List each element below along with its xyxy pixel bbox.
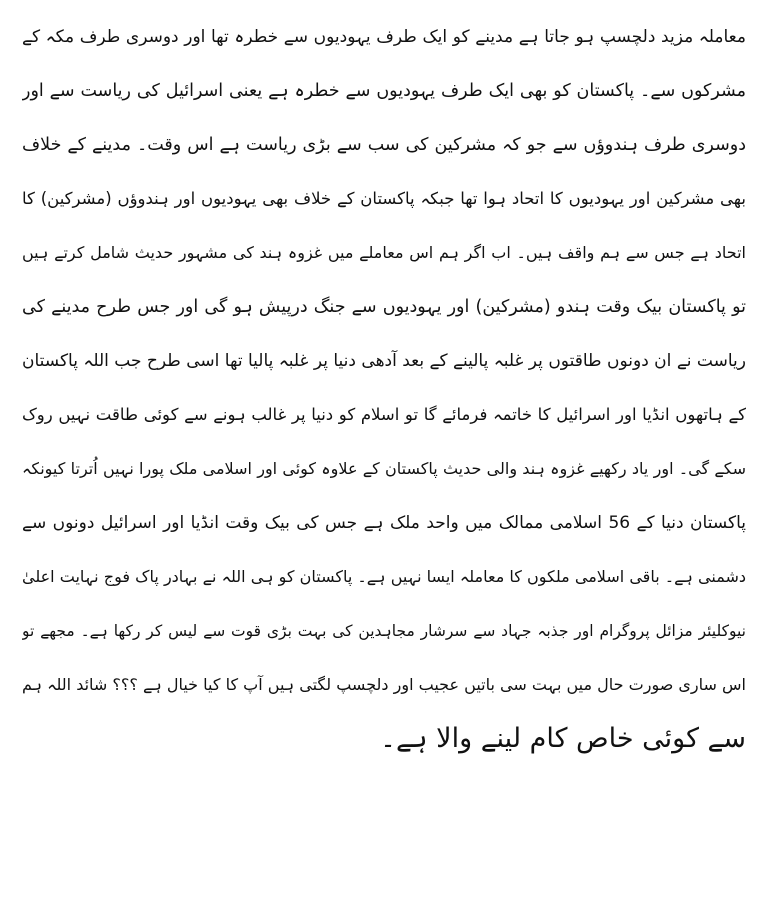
text-line: دوسری طرف ہندوؤں سے جو کہ مشرکین کی سب سے بڑی ریاست ہے اس وقت۔ مدینے کے خلاف — [22, 135, 746, 155]
text-line: تو پاکستان بیک وقت ہندو (مشرکین) اور یہودیوں سے جنگ درپیش ہو گی اور جس طرح مدینے کی — [22, 297, 746, 317]
text-line: سکے گی۔ اور یاد رکھیے غزوہ ہند والی حدیث پاکستان کے علاوہ کوئی اور اسلامی ملک پورا نہیں اُترتا کیونکہ — [22, 459, 746, 478]
text-line: مشرکوں سے۔ پاکستان کو بھی ایک طرف یہودیوں سے خطرہ ہے یعنی اسرائیل کی ریاست سے اور — [22, 81, 746, 101]
text-line: بھی مشرکین اور یہودیوں کا اتحاد ہوا تھا جبکہ پاکستان کے خلاف بھی یہودیوں اور ہندوؤں (مشرکین) کا — [22, 189, 746, 208]
text-line-last: سے کوئی خاص کام لینے والا ہے۔ — [380, 723, 746, 754]
text-line: کے ہاتھوں انڈیا اور اسرائیل کا خاتمہ فرمائے گا تو اسلام کو دنیا پر غالب ہونے سے کوئی طاقت نہیں روک — [22, 405, 746, 424]
text-line: اس ساری صورت حال میں بہت سی باتیں عجیب اور دلچسپ لگتی ہیں آپ کا کیا خیال ہے ؟؟؟ شائد اللہ ہم — [22, 675, 746, 694]
text-line: نیوکلیئر مزائل پروگرام اور جذبہ جہاد سے سرشار مجاہدین کی بہت بڑی قوت سے لیس کر رکھا ہے۔ مجھے تو — [22, 622, 746, 640]
text-line: ریاست نے ان دونوں طاقتوں پر غلبہ پالینے کے بعد آدھی دنیا پر غلبہ پالیا تھا اسی طرح جب اللہ پاکستان — [22, 351, 746, 371]
text-line: دشمنی ہے۔ باقی اسلامی ملکوں کا معاملہ ایسا نہیں ہے۔ پاکستان کو ہی اللہ نے بہادر پاک فوج نہایت اعلیٰ — [22, 567, 746, 586]
text-line: معاملہ مزید دلچسپ ہو جاتا ہے مدینے کو ایک طرف یہودیوں سے خطرہ تھا اور دوسری طرف مکہ کے — [22, 27, 746, 47]
text-line: اتحاد ہے جس سے ہم واقف ہیں۔ اب اگر ہم اس معاملے میں غزوہ ہند کی مشہور حدیث شامل کرتے ہیں — [22, 243, 746, 262]
text-line: پاکستان دنیا کے 56 اسلامی ممالک میں واحد ملک ہے جس کی بیک وقت انڈیا اور اسرائیل دونوں سے — [22, 513, 746, 533]
